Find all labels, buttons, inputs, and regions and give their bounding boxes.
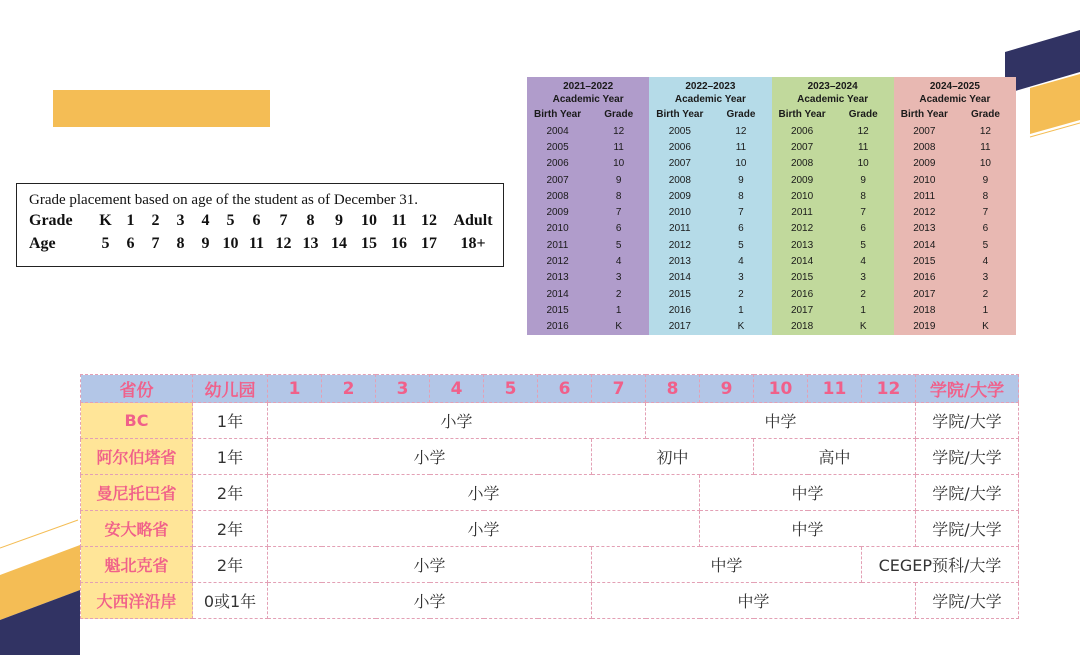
academic-year-subtitle: Academic Year: [674, 94, 746, 105]
academic-year-column: [649, 77, 771, 335]
grade-cell: 6: [738, 223, 744, 235]
header-cell: 3: [376, 375, 430, 403]
academic-year-row: [527, 302, 649, 318]
grade-placement-box: [16, 183, 504, 267]
school-stage-cell: 学院/大学: [916, 583, 1019, 619]
academic-year-row: [894, 123, 1016, 139]
grade-cell: 3: [860, 272, 866, 284]
title-accent-bar: [53, 90, 270, 127]
birth-year-cell: 2010: [546, 223, 569, 235]
header-cell: 7: [592, 375, 646, 403]
grade-cell: 8: [860, 190, 866, 202]
grade-header: Grade: [726, 109, 756, 120]
birth-year-cell: 2016: [546, 321, 569, 333]
grade-cell: 12: [613, 125, 625, 137]
grade-label: Grade: [29, 212, 73, 229]
academic-year-row: [527, 253, 649, 269]
grade-cell: 6: [860, 223, 866, 235]
academic-year-column: [772, 77, 894, 335]
school-stage-cell: 小学: [268, 583, 592, 619]
grade-cell: 10: [613, 158, 625, 170]
academic-year-title: 2022–2023: [685, 81, 736, 92]
grade-value: 8: [306, 212, 315, 229]
table-row: [81, 547, 1019, 583]
grade-cell: 2: [860, 288, 866, 300]
birth-year-cell: 2007: [668, 158, 691, 170]
birth-year-cell: 2008: [546, 190, 569, 202]
academic-year-row: [649, 319, 771, 335]
grade-header: Grade: [604, 109, 634, 120]
school-stage-cell: 小学: [268, 547, 592, 583]
province-cell: 魁北克省: [81, 547, 193, 583]
age-value: 7: [151, 235, 160, 252]
birth-year-cell: 2017: [790, 304, 814, 316]
academic-year-row: [649, 156, 771, 172]
academic-year-row: [894, 204, 1016, 220]
grade-value: 2: [151, 212, 160, 229]
academic-year-row: [894, 156, 1016, 172]
birth-year-cell: 2009: [546, 207, 569, 219]
school-stage-cell: 学院/大学: [916, 511, 1019, 547]
grade-cell: 2: [982, 288, 989, 300]
academic-year-row: [894, 172, 1016, 188]
academic-year-row: [894, 139, 1016, 155]
age-value: 16: [391, 235, 407, 252]
kindergarten-cell: 0或1年: [193, 583, 268, 619]
header-cell: 6: [538, 375, 592, 403]
birth-year-cell: 2011: [669, 223, 691, 235]
academic-year-row: [527, 204, 649, 220]
header-cell: 12: [862, 375, 916, 403]
birth-year-cell: 2017: [668, 321, 691, 333]
birth-year-cell: 2015: [790, 272, 814, 284]
academic-year-row: [649, 253, 771, 269]
grade-cell: 8: [615, 190, 622, 202]
grade-cell: 9: [738, 174, 744, 186]
academic-year-row: [527, 221, 649, 237]
birth-year-cell: 2016: [913, 272, 936, 284]
school-stage-cell: 中学: [592, 547, 862, 583]
age-value: 12: [275, 235, 292, 252]
age-value: 8: [176, 235, 185, 252]
province-cell: 大西洋沿岸: [81, 583, 193, 619]
academic-year-row: [772, 221, 894, 237]
birth-year-cell: 2005: [546, 141, 569, 153]
academic-year-row: [527, 156, 649, 172]
header-cell: 幼儿园: [193, 375, 268, 403]
birth-year-cell: 2012: [546, 256, 569, 268]
academic-year-row: [527, 172, 649, 188]
age-value: 18+: [460, 235, 486, 252]
academic-year-row: [527, 319, 649, 335]
birth-year-cell: 2010: [790, 190, 814, 202]
academic-year-row: [772, 253, 894, 269]
academic-year-row: [649, 221, 771, 237]
grade-cell: 4: [738, 256, 744, 268]
birth-year-cell: 2014: [790, 256, 814, 268]
grade-row: [29, 210, 503, 232]
grade-cell: 3: [982, 272, 989, 284]
age-row: [29, 233, 503, 255]
birth-year-cell: 2012: [790, 223, 814, 235]
grade-cell: 7: [738, 207, 744, 219]
grade-value: 9: [335, 212, 343, 229]
academic-year-row: [894, 188, 1016, 204]
academic-year-row: [527, 286, 649, 302]
province-cell: 安大略省: [81, 511, 193, 547]
header-cell: 5: [484, 375, 538, 403]
birth-year-cell: 2018: [913, 304, 936, 316]
academic-year-row: [649, 270, 771, 286]
birth-year-cell: 2015: [913, 256, 936, 268]
kindergarten-cell: 2年: [193, 511, 268, 547]
province-cell: 曼尼托巴省: [81, 475, 193, 511]
birth-year-cell: 2006: [546, 158, 569, 170]
academic-year-row: [772, 156, 894, 172]
grade-header: Grade: [970, 109, 1000, 120]
birth-year-cell: 2015: [546, 304, 569, 316]
age-value: 11: [248, 235, 265, 252]
birth-year-cell: 2014: [668, 272, 691, 284]
grade-value: 10: [361, 212, 377, 229]
academic-year-subheader: [527, 109, 649, 123]
header-cell: 10: [754, 375, 808, 403]
birth-year-cell: 2006: [668, 141, 691, 153]
table-header-row: [81, 375, 1019, 403]
academic-year-row: [649, 204, 771, 220]
grade-cell: 6: [982, 223, 989, 235]
birth-year-cell: 2009: [668, 190, 691, 202]
grade-cell: 1: [738, 304, 744, 316]
grade-cell: 4: [860, 256, 866, 268]
age-value: 14: [331, 235, 347, 252]
header-cell: 1: [268, 375, 322, 403]
academic-year-row: [772, 123, 894, 139]
academic-year-row: [772, 204, 894, 220]
academic-year-title: 2021–2022: [563, 81, 614, 92]
academic-year-row: [894, 237, 1016, 253]
grade-cell: 8: [738, 190, 744, 202]
academic-year-row: [649, 237, 771, 253]
birth-year-cell: 2007: [790, 141, 814, 153]
age-label: Age: [29, 235, 56, 252]
school-stage-cell: CEGEP预科/大学: [862, 547, 1019, 583]
academic-year-row: [649, 139, 771, 155]
school-stage-cell: 中学: [700, 475, 916, 511]
birth-year-cell: 2015: [668, 288, 691, 300]
birth-year-cell: 2004: [546, 125, 569, 137]
birth-year-cell: 2008: [913, 141, 936, 153]
academic-year-row: [649, 172, 771, 188]
grade-cell: 11: [980, 141, 991, 153]
birth-year-cell: 2006: [790, 125, 814, 137]
province-cell: BC: [81, 403, 193, 439]
grade-cell: 2: [738, 288, 744, 300]
kindergarten-cell: 2年: [193, 547, 268, 583]
grade-header: Grade: [848, 109, 878, 120]
grade-cell: 7: [860, 207, 866, 219]
grade-value: 3: [176, 212, 185, 229]
academic-year-row: [894, 319, 1016, 335]
grade-cell: 5: [738, 239, 744, 251]
grade-cell: 2: [615, 288, 622, 300]
grade-value: 7: [279, 212, 288, 229]
header-cell: 4: [430, 375, 484, 403]
academic-year-row: [649, 302, 771, 318]
academic-year-row: [894, 270, 1016, 286]
birth-year-cell: 2012: [913, 207, 936, 219]
grade-caption: Grade placement based on age of the student as of December 31.: [29, 192, 419, 208]
age-value: 6: [126, 235, 135, 252]
grade-cell: 3: [738, 272, 744, 284]
birth-year-cell: 2008: [668, 174, 691, 186]
grade-cell: 10: [735, 158, 747, 170]
header-cell: 省份: [81, 375, 193, 403]
grade-value: 12: [421, 212, 437, 229]
grade-value: 5: [226, 212, 235, 229]
header-cell: 11: [808, 375, 862, 403]
school-stage-cell: 高中: [754, 439, 916, 475]
birth-year-cell: 2019: [913, 321, 936, 333]
academic-year-row: [527, 188, 649, 204]
school-stage-cell: 学院/大学: [916, 475, 1019, 511]
grade-cell: 9: [982, 174, 989, 186]
kindergarten-cell: 1年: [193, 439, 268, 475]
birth-year-header: Birth Year: [778, 109, 826, 120]
academic-year-row: [527, 237, 649, 253]
grade-cell: 5: [860, 239, 866, 251]
school-stage-cell: 中学: [700, 511, 916, 547]
age-value: 17: [421, 235, 437, 252]
birth-year-cell: 2011: [546, 239, 569, 251]
birth-year-header: Birth Year: [900, 109, 948, 120]
academic-year-row: [772, 237, 894, 253]
school-stage-cell: 小学: [268, 475, 700, 511]
grade-value: K: [99, 212, 112, 229]
academic-year-subheader: [649, 109, 771, 123]
grade-cell: 8: [982, 190, 989, 202]
academic-year-table: [527, 77, 1016, 335]
grade-value: 6: [252, 212, 261, 229]
academic-year-subheader: [894, 109, 1016, 123]
birth-year-cell: 2013: [790, 239, 814, 251]
birth-year-cell: 2013: [913, 223, 936, 235]
academic-year-subtitle: Academic Year: [552, 94, 624, 105]
province-school-table: [80, 374, 1019, 619]
academic-year-row: [649, 286, 771, 302]
birth-year-cell: 2014: [546, 288, 569, 300]
birth-year-cell: 2009: [913, 158, 936, 170]
table-row: [81, 583, 1019, 619]
table-row: [81, 403, 1019, 439]
academic-year-row: [527, 270, 649, 286]
grade-cell: 11: [857, 141, 869, 153]
province-cell: 阿尔伯塔省: [81, 439, 193, 475]
academic-year-row: [772, 286, 894, 302]
grade-value: Adult: [453, 212, 493, 229]
age-value: 5: [101, 235, 110, 252]
academic-year-row: [649, 188, 771, 204]
header-cell: 9: [700, 375, 754, 403]
school-stage-cell: 小学: [268, 403, 646, 439]
grade-cell: 1: [982, 304, 989, 316]
grade-cell: 5: [615, 239, 622, 251]
grade-cell: 6: [615, 223, 622, 235]
academic-year-column: [894, 77, 1016, 335]
kindergarten-cell: 2年: [193, 475, 268, 511]
grade-cell: 3: [615, 272, 622, 284]
grade-cell: 11: [735, 141, 747, 153]
birth-year-cell: 2011: [791, 207, 813, 219]
school-stage-cell: 小学: [268, 439, 592, 475]
grade-cell: 4: [615, 256, 622, 268]
birth-year-cell: 2007: [913, 125, 936, 137]
grade-cell: 10: [979, 158, 991, 170]
academic-year-row: [894, 221, 1016, 237]
grade-cell: 7: [982, 207, 989, 219]
school-stage-cell: 学院/大学: [916, 439, 1019, 475]
academic-year-row: [649, 123, 771, 139]
academic-year-row: [772, 172, 894, 188]
birth-year-cell: 2017: [913, 288, 936, 300]
kindergarten-cell: 1年: [193, 403, 268, 439]
academic-year-column: [527, 77, 649, 335]
academic-year-row: [894, 253, 1016, 269]
grade-cell: 12: [979, 125, 991, 137]
academic-year-row: [772, 302, 894, 318]
grade-cell: 1: [860, 304, 866, 316]
birth-year-cell: 2011: [913, 190, 936, 202]
grade-cell: 7: [615, 207, 622, 219]
table-row: [81, 511, 1019, 547]
birth-year-cell: 2016: [668, 304, 691, 316]
birth-year-header: Birth Year: [534, 109, 582, 120]
grade-cell: 5: [982, 239, 989, 251]
table-row: [81, 475, 1019, 511]
header-cell: 学院/大学: [916, 375, 1019, 403]
academic-year-row: [772, 270, 894, 286]
grade-value: 11: [391, 212, 407, 229]
birth-year-cell: 2012: [668, 239, 691, 251]
grade-cell: 4: [982, 256, 989, 268]
academic-year-row: [894, 302, 1016, 318]
birth-year-header: Birth Year: [656, 109, 704, 120]
grade-cell: 9: [615, 174, 622, 186]
school-stage-cell: 小学: [268, 511, 700, 547]
birth-year-cell: 2013: [668, 256, 691, 268]
birth-year-cell: 2016: [790, 288, 814, 300]
birth-year-cell: 2018: [790, 321, 814, 333]
school-stage-cell: 中学: [592, 583, 916, 619]
age-value: 13: [302, 235, 319, 252]
age-value: 9: [201, 235, 210, 252]
grade-cell: 11: [613, 141, 624, 153]
grade-cell: 1: [615, 304, 622, 316]
academic-year-row: [772, 319, 894, 335]
birth-year-cell: 2014: [913, 239, 936, 251]
academic-year-row: [772, 188, 894, 204]
grade-cell: K: [982, 321, 989, 333]
birth-year-cell: 2010: [668, 207, 691, 219]
academic-year-row: [772, 139, 894, 155]
age-value: 10: [222, 235, 239, 252]
academic-year-row: [527, 123, 649, 139]
birth-year-cell: 2013: [546, 272, 569, 284]
school-stage-cell: 学院/大学: [916, 403, 1019, 439]
academic-year-subheader: [772, 109, 894, 123]
birth-year-cell: 2010: [913, 174, 936, 186]
grade-value: 1: [126, 212, 135, 229]
table-row: [81, 439, 1019, 475]
birth-year-cell: 2007: [546, 174, 569, 186]
school-stage-cell: 初中: [592, 439, 754, 475]
birth-year-cell: 2008: [790, 158, 814, 170]
grade-cell: K: [615, 321, 623, 333]
grade-cell: K: [737, 321, 745, 333]
birth-year-cell: 2005: [668, 125, 691, 137]
birth-year-cell: 2009: [790, 174, 814, 186]
grade-cell: 12: [735, 125, 747, 137]
grade-value: 4: [201, 212, 210, 229]
grade-cell: 9: [860, 174, 866, 186]
academic-year-row: [894, 286, 1016, 302]
grade-cell: 10: [857, 158, 869, 170]
header-cell: 8: [646, 375, 700, 403]
header-cell: 2: [322, 375, 376, 403]
academic-year-subtitle: Academic Year: [797, 94, 869, 105]
grade-cell: 12: [857, 125, 869, 137]
academic-year-title: 2023–2024: [807, 81, 858, 92]
age-value: 15: [361, 235, 377, 252]
academic-year-row: [527, 139, 649, 155]
academic-year-subtitle: Academic Year: [919, 94, 991, 105]
grade-cell: K: [859, 321, 867, 333]
school-stage-cell: 中学: [646, 403, 916, 439]
academic-year-title: 2024–2025: [929, 81, 980, 92]
